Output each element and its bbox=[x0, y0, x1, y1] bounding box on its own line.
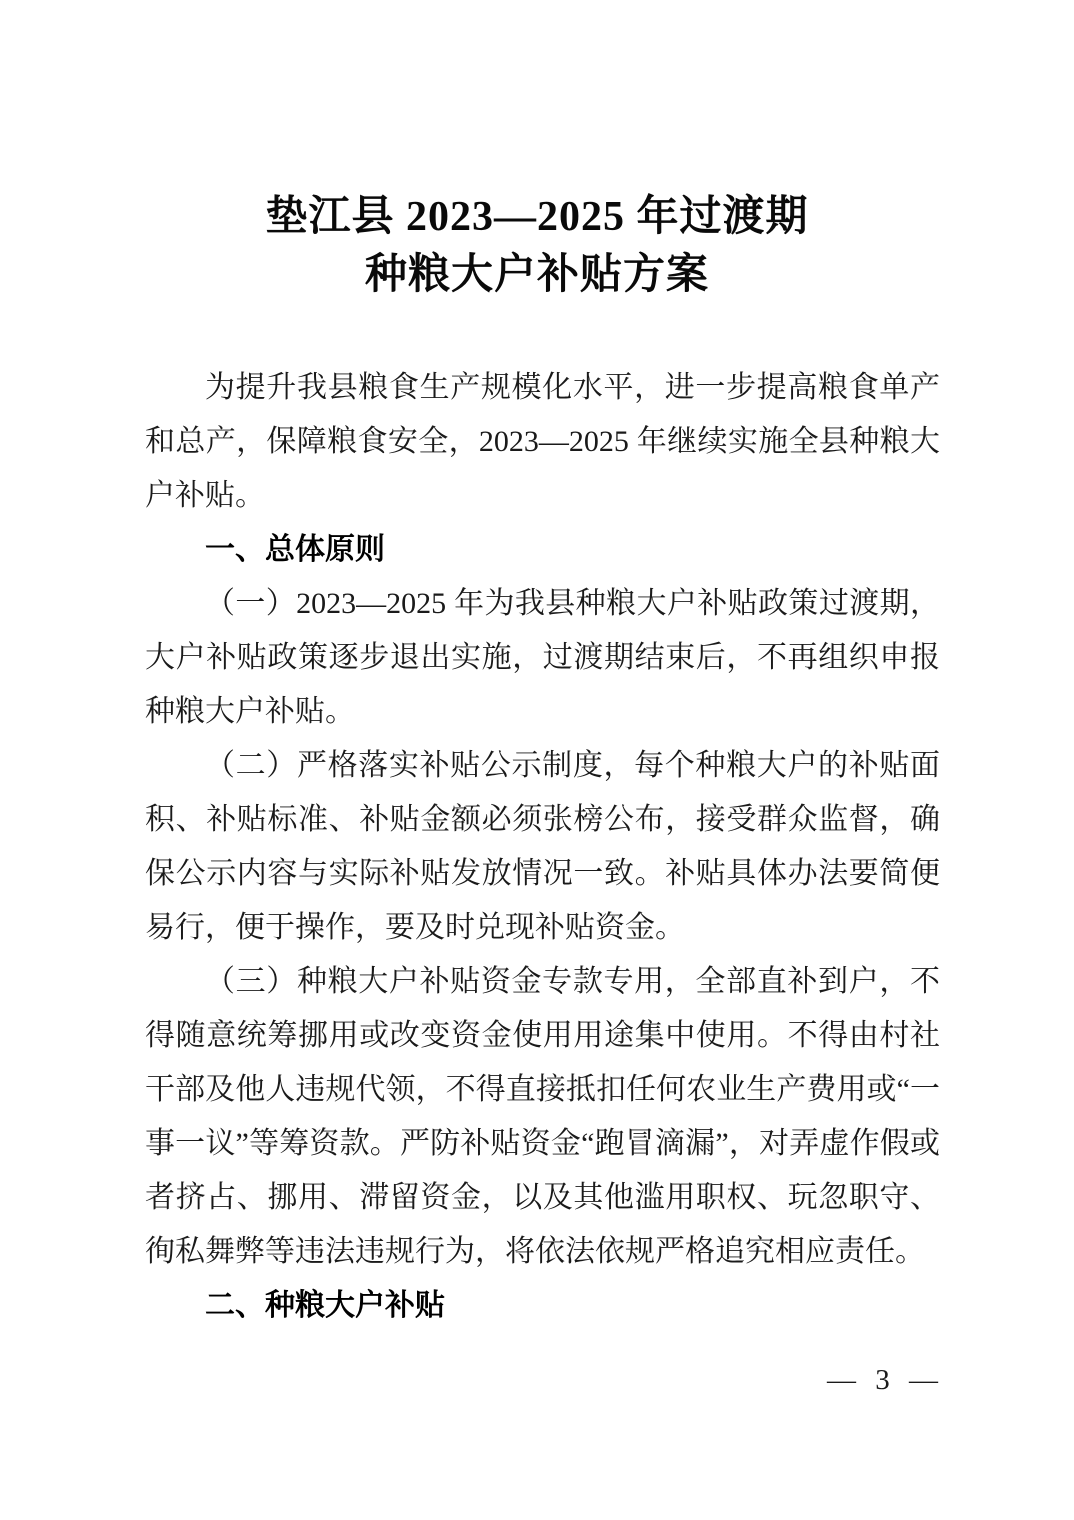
document-title-line2: 种粮大户补贴方案 bbox=[364, 252, 709, 298]
body-paragraph: （三）种粮大户补贴资金专款专用，全部直补到户，不得随意统筹挪用或改变资金使用用途集中使用。不得由村社干部及他人违规代领，不得直接抵扣任何农业生产费用或“一事一议”等筹资款。严防补贴资金“跑冒滴漏”，对弄虚作假或者挤占、挪用、滞留资金，以及其他滥用职权、玩忽职守、徇私舞弊等违法违规行为，将依法依规严格追究相应责任。 bbox=[145, 965, 940, 1268]
body-paragraph: （二）严格落实补贴公示制度，每个种粮大户的补贴面积、补贴标准、补贴金额必须张榜公布，接受群众监督，确保公示内容与实际补贴发放情况一致。补贴具体办法要简便易行，便于操作，要及时兑现补贴资金。 bbox=[145, 749, 940, 944]
document-title bbox=[139, 188, 935, 304]
section-heading: 一、总体原则 bbox=[205, 533, 385, 566]
document-title-line1: 垫江县 2023—2025 年过渡期 bbox=[265, 194, 809, 240]
document-body bbox=[145, 361, 940, 1333]
section-heading: 二、种粮大户补贴 bbox=[205, 1289, 445, 1322]
page-number: — 3 — bbox=[827, 1364, 944, 1396]
body-paragraph: （一）2023—2025 年为我县种粮大户补贴政策过渡期，大户补贴政策逐步退出实施，过渡期结束后，不再组织申报种粮大户补贴。 bbox=[145, 587, 940, 728]
body-paragraph: 为提升我县粮食生产规模化水平，进一步提高粮食单产和总产，保障粮食安全，2023—2025 年继续实施全县种粮大户补贴。 bbox=[145, 371, 940, 512]
